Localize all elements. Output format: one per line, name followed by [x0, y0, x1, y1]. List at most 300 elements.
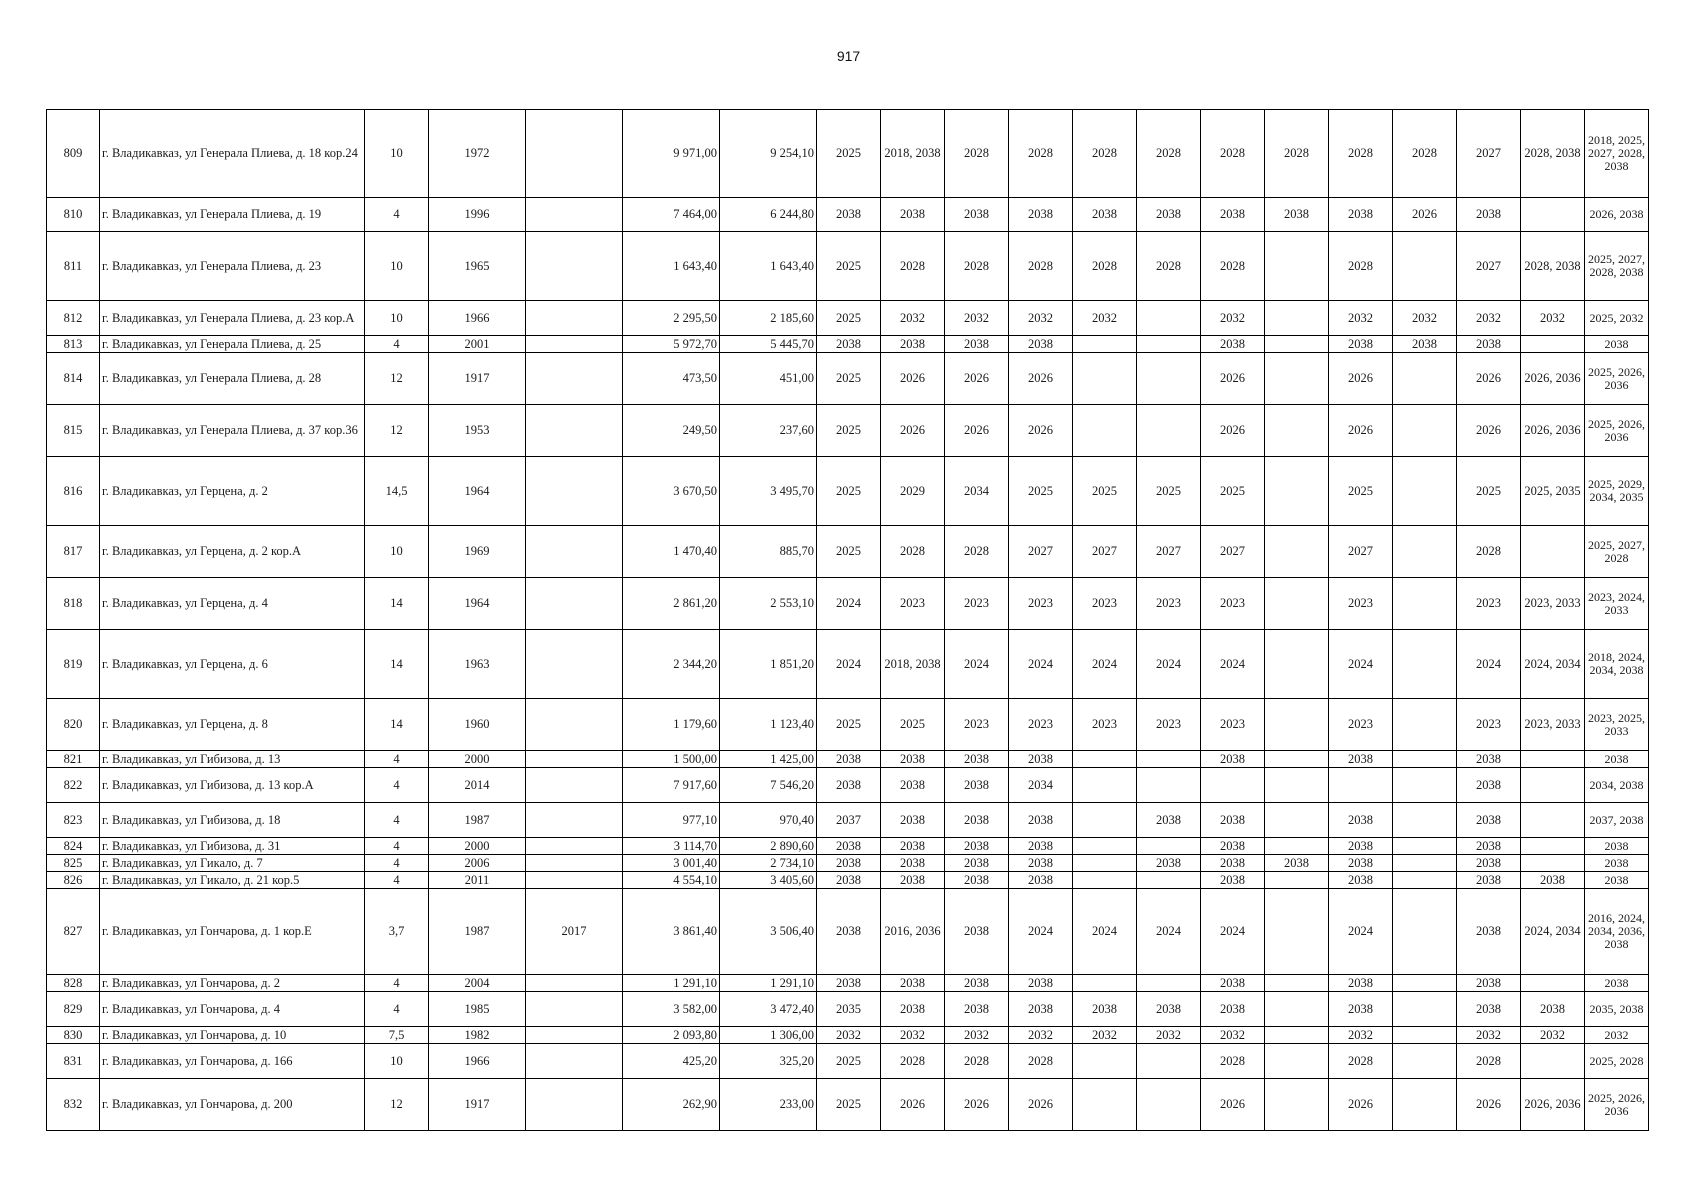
table-row: [47, 301, 1649, 336]
work-year-6: 2038: [1137, 803, 1201, 838]
address-cell: г. Владикавказ, ул Генерала Плиева, д. 25: [100, 336, 365, 353]
work-year-6: 2024: [1137, 630, 1201, 699]
work-year-11: 2023: [1457, 699, 1521, 751]
floors-cell: 4: [365, 975, 429, 992]
work-year-3: 2038: [945, 889, 1009, 975]
work-year-4: 2038: [1009, 975, 1073, 992]
work-year-2: 2032: [881, 1027, 945, 1044]
floors-cell: 4: [365, 838, 429, 855]
work-year-11: 2038: [1457, 751, 1521, 768]
work-year-9: 2038: [1329, 872, 1393, 889]
work-year-10: [1393, 768, 1457, 803]
work-year-2: 2038: [881, 838, 945, 855]
work-year-9: 2023: [1329, 699, 1393, 751]
work-year-9: 2038: [1329, 838, 1393, 855]
work-year-4: 2038: [1009, 872, 1073, 889]
year-built-cell: 1953: [429, 405, 526, 457]
work-year-11: 2024: [1457, 630, 1521, 699]
work-year-10: [1393, 232, 1457, 301]
work-year-1: 2038: [817, 975, 881, 992]
work-year-3: 2038: [945, 855, 1009, 872]
work-year-2: 2038: [881, 803, 945, 838]
row-number: 809: [47, 110, 100, 198]
work-year-3: 2038: [945, 336, 1009, 353]
area-living-cell: 1 306,00: [720, 1027, 817, 1044]
work-year-10: [1393, 751, 1457, 768]
work-year-summary: 2035, 2038: [1585, 992, 1649, 1027]
work-year-8: [1265, 1079, 1329, 1131]
work-year-1: 2025: [817, 301, 881, 336]
work-year-summary: 2025, 2026, 2036: [1585, 353, 1649, 405]
work-year-summary: 2018, 2024, 2034, 2038: [1585, 630, 1649, 699]
work-year-9: 2028: [1329, 1044, 1393, 1079]
work-year-4: 2038: [1009, 803, 1073, 838]
work-year-9: 2023: [1329, 578, 1393, 630]
work-year-2: 2016, 2036: [881, 889, 945, 975]
area-living-cell: 885,70: [720, 526, 817, 578]
extra-year-cell: [526, 353, 623, 405]
work-year-7: 2023: [1201, 699, 1265, 751]
work-year-1: 2025: [817, 1044, 881, 1079]
work-year-summary: 2026, 2038: [1585, 198, 1649, 232]
work-year-11: 2025: [1457, 457, 1521, 526]
area-living-cell: 1 425,00: [720, 751, 817, 768]
work-year-7: 2032: [1201, 301, 1265, 336]
work-year-8: [1265, 699, 1329, 751]
work-year-11: 2038: [1457, 768, 1521, 803]
work-year-4: 2025: [1009, 457, 1073, 526]
work-year-7: 2028: [1201, 110, 1265, 198]
floors-cell: 10: [365, 526, 429, 578]
area-total-cell: 2 344,20: [623, 630, 720, 699]
work-year-summary: 2025, 2026, 2036: [1585, 405, 1649, 457]
work-year-7: 2027: [1201, 526, 1265, 578]
work-year-6: [1137, 336, 1201, 353]
work-year-summary: 2025, 2028: [1585, 1044, 1649, 1079]
work-year-11: 2027: [1457, 232, 1521, 301]
work-year-9: 2038: [1329, 336, 1393, 353]
address-cell: г. Владикавказ, ул Гончарова, д. 200: [100, 1079, 365, 1131]
work-year-4: 2038: [1009, 838, 1073, 855]
work-year-8: [1265, 232, 1329, 301]
work-year-10: [1393, 872, 1457, 889]
work-year-4: 2038: [1009, 751, 1073, 768]
floors-cell: 4: [365, 336, 429, 353]
work-year-11: 2028: [1457, 1044, 1521, 1079]
work-year-8: [1265, 803, 1329, 838]
work-year-10: [1393, 1027, 1457, 1044]
row-number: 819: [47, 630, 100, 699]
floors-cell: 10: [365, 301, 429, 336]
area-living-cell: 2 553,10: [720, 578, 817, 630]
work-year-5: [1073, 1044, 1137, 1079]
work-year-2: 2038: [881, 992, 945, 1027]
year-built-cell: 2001: [429, 336, 526, 353]
work-year-8: [1265, 889, 1329, 975]
year-built-cell: 1917: [429, 1079, 526, 1131]
work-year-6: [1137, 1044, 1201, 1079]
table-row: [47, 889, 1649, 975]
work-year-6: 2023: [1137, 699, 1201, 751]
work-year-5: 2038: [1073, 992, 1137, 1027]
work-year-7: 2038: [1201, 803, 1265, 838]
work-year-6: [1137, 1079, 1201, 1131]
work-year-7: 2024: [1201, 889, 1265, 975]
address-cell: г. Владикавказ, ул Герцена, д. 2: [100, 457, 365, 526]
work-year-10: [1393, 1044, 1457, 1079]
address-cell: г. Владикавказ, ул Герцена, д. 8: [100, 699, 365, 751]
work-year-6: 2038: [1137, 992, 1201, 1027]
work-year-11: 2026: [1457, 1079, 1521, 1131]
floors-cell: 4: [365, 855, 429, 872]
work-year-12: 2024, 2034: [1521, 630, 1585, 699]
work-year-1: 2038: [817, 872, 881, 889]
year-built-cell: 1966: [429, 301, 526, 336]
floors-cell: 4: [365, 198, 429, 232]
work-year-12: 2023, 2033: [1521, 699, 1585, 751]
row-number: 817: [47, 526, 100, 578]
address-cell: г. Владикавказ, ул Гончарова, д. 166: [100, 1044, 365, 1079]
work-year-summary: 2038: [1585, 855, 1649, 872]
area-total-cell: 3 001,40: [623, 855, 720, 872]
work-year-2: 2028: [881, 1044, 945, 1079]
work-year-4: 2038: [1009, 992, 1073, 1027]
row-number: 818: [47, 578, 100, 630]
floors-cell: 4: [365, 872, 429, 889]
work-year-9: 2028: [1329, 232, 1393, 301]
work-year-12: [1521, 198, 1585, 232]
address-cell: г. Владикавказ, ул Гончарова, д. 10: [100, 1027, 365, 1044]
work-year-12: 2038: [1521, 872, 1585, 889]
row-number: 831: [47, 1044, 100, 1079]
floors-cell: 10: [365, 232, 429, 301]
work-year-3: 2023: [945, 699, 1009, 751]
area-living-cell: 1 851,20: [720, 630, 817, 699]
work-year-11: 2038: [1457, 872, 1521, 889]
year-built-cell: 2014: [429, 768, 526, 803]
extra-year-cell: [526, 232, 623, 301]
year-built-cell: 1964: [429, 457, 526, 526]
floors-cell: 4: [365, 992, 429, 1027]
area-total-cell: 977,10: [623, 803, 720, 838]
year-built-cell: 1969: [429, 526, 526, 578]
floors-cell: 14: [365, 630, 429, 699]
area-total-cell: 1 500,00: [623, 751, 720, 768]
work-year-6: 2023: [1137, 578, 1201, 630]
floors-cell: 12: [365, 1079, 429, 1131]
work-year-4: 2028: [1009, 110, 1073, 198]
work-year-8: [1265, 336, 1329, 353]
work-year-3: 2038: [945, 838, 1009, 855]
area-total-cell: 7 464,00: [623, 198, 720, 232]
work-year-3: 2038: [945, 803, 1009, 838]
area-living-cell: 6 244,80: [720, 198, 817, 232]
table-row: [47, 630, 1649, 699]
work-year-1: 2038: [817, 198, 881, 232]
year-built-cell: 1996: [429, 198, 526, 232]
work-year-summary: 2038: [1585, 336, 1649, 353]
extra-year-cell: [526, 1044, 623, 1079]
work-year-5: [1073, 838, 1137, 855]
work-year-6: [1137, 751, 1201, 768]
row-number: 823: [47, 803, 100, 838]
work-year-7: 2038: [1201, 975, 1265, 992]
address-cell: г. Владикавказ, ул Генерала Плиева, д. 23: [100, 232, 365, 301]
work-year-3: 2038: [945, 768, 1009, 803]
work-year-summary: 2025, 2027, 2028, 2038: [1585, 232, 1649, 301]
year-built-cell: 1965: [429, 232, 526, 301]
work-year-4: 2028: [1009, 232, 1073, 301]
work-year-4: 2038: [1009, 855, 1073, 872]
work-year-1: 2025: [817, 457, 881, 526]
work-year-12: 2028, 2038: [1521, 110, 1585, 198]
work-year-3: 2038: [945, 992, 1009, 1027]
work-year-8: [1265, 353, 1329, 405]
work-year-8: [1265, 457, 1329, 526]
area-living-cell: 451,00: [720, 353, 817, 405]
address-cell: г. Владикавказ, ул Гибизова, д. 18: [100, 803, 365, 838]
table-row: [47, 110, 1649, 198]
work-year-3: 2023: [945, 578, 1009, 630]
address-cell: г. Владикавказ, ул Гибизова, д. 31: [100, 838, 365, 855]
table-row: [47, 232, 1649, 301]
table-row: [47, 992, 1649, 1027]
area-total-cell: 249,50: [623, 405, 720, 457]
area-total-cell: 7 917,60: [623, 768, 720, 803]
year-built-cell: 2004: [429, 975, 526, 992]
work-year-12: [1521, 855, 1585, 872]
area-living-cell: 970,40: [720, 803, 817, 838]
work-year-summary: 2018, 2025, 2027, 2028, 2038: [1585, 110, 1649, 198]
extra-year-cell: [526, 992, 623, 1027]
work-year-1: 2025: [817, 353, 881, 405]
work-year-9: [1329, 768, 1393, 803]
work-year-2: 2038: [881, 751, 945, 768]
work-year-9: 2026: [1329, 1079, 1393, 1131]
area-total-cell: 2 295,50: [623, 301, 720, 336]
table-body: [47, 110, 1649, 1131]
work-year-12: [1521, 975, 1585, 992]
work-year-5: [1073, 1079, 1137, 1131]
table-row: [47, 751, 1649, 768]
work-year-11: 2027: [1457, 110, 1521, 198]
area-total-cell: 1 470,40: [623, 526, 720, 578]
work-year-4: 2038: [1009, 198, 1073, 232]
area-total-cell: 473,50: [623, 353, 720, 405]
floors-cell: 7,5: [365, 1027, 429, 1044]
work-year-4: 2027: [1009, 526, 1073, 578]
work-year-6: 2025: [1137, 457, 1201, 526]
area-total-cell: 5 972,70: [623, 336, 720, 353]
work-year-2: 2038: [881, 872, 945, 889]
work-year-12: 2025, 2035: [1521, 457, 1585, 526]
work-year-4: 2024: [1009, 630, 1073, 699]
work-year-8: [1265, 1044, 1329, 1079]
area-living-cell: 3 495,70: [720, 457, 817, 526]
work-year-8: [1265, 301, 1329, 336]
work-year-11: 2038: [1457, 803, 1521, 838]
work-year-9: 2025: [1329, 457, 1393, 526]
work-year-8: [1265, 526, 1329, 578]
work-year-3: 2038: [945, 198, 1009, 232]
work-year-12: 2024, 2034: [1521, 889, 1585, 975]
table-row: [47, 699, 1649, 751]
work-year-1: 2035: [817, 992, 881, 1027]
extra-year-cell: [526, 526, 623, 578]
work-year-summary: 2025, 2026, 2036: [1585, 1079, 1649, 1131]
work-year-1: 2038: [817, 855, 881, 872]
extra-year-cell: [526, 975, 623, 992]
extra-year-cell: [526, 301, 623, 336]
work-year-1: 2025: [817, 699, 881, 751]
floors-cell: 10: [365, 1044, 429, 1079]
work-year-12: 2032: [1521, 301, 1585, 336]
work-year-12: 2026, 2036: [1521, 405, 1585, 457]
work-year-5: 2023: [1073, 699, 1137, 751]
work-year-9: 2038: [1329, 751, 1393, 768]
row-number: 813: [47, 336, 100, 353]
extra-year-cell: [526, 838, 623, 855]
work-year-2: 2028: [881, 232, 945, 301]
row-number: 811: [47, 232, 100, 301]
year-built-cell: 1966: [429, 1044, 526, 1079]
work-year-4: 2026: [1009, 353, 1073, 405]
extra-year-cell: 2017: [526, 889, 623, 975]
extra-year-cell: [526, 578, 623, 630]
work-year-1: 2038: [817, 336, 881, 353]
work-year-summary: 2034, 2038: [1585, 768, 1649, 803]
year-built-cell: 1987: [429, 803, 526, 838]
work-year-9: 2024: [1329, 630, 1393, 699]
work-year-8: [1265, 872, 1329, 889]
extra-year-cell: [526, 630, 623, 699]
work-year-10: [1393, 630, 1457, 699]
work-year-11: 2032: [1457, 1027, 1521, 1044]
work-year-5: 2028: [1073, 232, 1137, 301]
work-year-4: 2028: [1009, 1044, 1073, 1079]
work-year-10: [1393, 838, 1457, 855]
work-year-4: 2032: [1009, 1027, 1073, 1044]
work-year-11: 2038: [1457, 889, 1521, 975]
page-number: 917: [836, 48, 861, 64]
work-year-10: 2038: [1393, 336, 1457, 353]
work-year-summary: 2038: [1585, 838, 1649, 855]
area-total-cell: 425,20: [623, 1044, 720, 1079]
table-row: [47, 405, 1649, 457]
work-year-summary: 2038: [1585, 751, 1649, 768]
area-total-cell: 1 179,60: [623, 699, 720, 751]
extra-year-cell: [526, 751, 623, 768]
work-year-12: [1521, 336, 1585, 353]
work-year-8: [1265, 992, 1329, 1027]
work-year-7: [1201, 768, 1265, 803]
year-built-cell: 1964: [429, 578, 526, 630]
work-year-3: 2028: [945, 110, 1009, 198]
work-year-2: 2038: [881, 855, 945, 872]
work-year-10: [1393, 526, 1457, 578]
work-year-5: 2032: [1073, 301, 1137, 336]
floors-cell: 14,5: [365, 457, 429, 526]
work-year-summary: 2016, 2024, 2034, 2036, 2038: [1585, 889, 1649, 975]
extra-year-cell: [526, 457, 623, 526]
work-year-11: 2026: [1457, 353, 1521, 405]
work-year-6: [1137, 301, 1201, 336]
table-row: [47, 526, 1649, 578]
work-year-6: 2024: [1137, 889, 1201, 975]
area-living-cell: 7 546,20: [720, 768, 817, 803]
floors-cell: 12: [365, 405, 429, 457]
address-cell: г. Владикавказ, ул Гончарова, д. 2: [100, 975, 365, 992]
work-year-6: 2028: [1137, 110, 1201, 198]
year-built-cell: 2011: [429, 872, 526, 889]
work-year-8: 2038: [1265, 855, 1329, 872]
address-cell: г. Владикавказ, ул Гончарова, д. 1 кор.Е: [100, 889, 365, 975]
work-year-4: 2026: [1009, 1079, 1073, 1131]
work-year-10: [1393, 855, 1457, 872]
table-row: [47, 975, 1649, 992]
work-year-5: 2024: [1073, 630, 1137, 699]
work-year-8: [1265, 838, 1329, 855]
work-year-10: [1393, 699, 1457, 751]
address-cell: г. Владикавказ, ул Гибизова, д. 13 кор.А: [100, 768, 365, 803]
work-year-summary: 2032: [1585, 1027, 1649, 1044]
work-year-2: 2028: [881, 526, 945, 578]
area-living-cell: 2 890,60: [720, 838, 817, 855]
work-year-11: 2026: [1457, 405, 1521, 457]
area-living-cell: 5 445,70: [720, 336, 817, 353]
work-year-7: 2038: [1201, 838, 1265, 855]
work-year-5: 2027: [1073, 526, 1137, 578]
work-year-10: [1393, 353, 1457, 405]
extra-year-cell: [526, 336, 623, 353]
area-total-cell: 1 291,10: [623, 975, 720, 992]
row-number: 821: [47, 751, 100, 768]
area-living-cell: 1 123,40: [720, 699, 817, 751]
work-year-11: 2023: [1457, 578, 1521, 630]
work-year-11: 2028: [1457, 526, 1521, 578]
work-year-9: 2038: [1329, 992, 1393, 1027]
work-year-3: 2028: [945, 232, 1009, 301]
year-built-cell: 1917: [429, 353, 526, 405]
floors-cell: 3,7: [365, 889, 429, 975]
area-living-cell: 237,60: [720, 405, 817, 457]
housing-registry-table: [46, 109, 1649, 1131]
area-living-cell: 3 472,40: [720, 992, 817, 1027]
table-row: [47, 578, 1649, 630]
work-year-7: 2026: [1201, 1079, 1265, 1131]
year-built-cell: 2006: [429, 855, 526, 872]
table-row: [47, 803, 1649, 838]
row-number: 820: [47, 699, 100, 751]
work-year-10: [1393, 578, 1457, 630]
row-number: 822: [47, 768, 100, 803]
work-year-7: 2038: [1201, 751, 1265, 768]
address-cell: г. Владикавказ, ул Генерала Плиева, д. 19: [100, 198, 365, 232]
area-living-cell: 3 506,40: [720, 889, 817, 975]
floors-cell: 10: [365, 110, 429, 198]
work-year-5: [1073, 872, 1137, 889]
work-year-10: 2028: [1393, 110, 1457, 198]
work-year-5: 2024: [1073, 889, 1137, 975]
work-year-6: 2027: [1137, 526, 1201, 578]
work-year-9: 2024: [1329, 889, 1393, 975]
work-year-5: [1073, 405, 1137, 457]
work-year-2: 2038: [881, 975, 945, 992]
work-year-2: 2025: [881, 699, 945, 751]
work-year-9: 2026: [1329, 405, 1393, 457]
work-year-summary: 2023, 2024, 2033: [1585, 578, 1649, 630]
work-year-1: 2037: [817, 803, 881, 838]
